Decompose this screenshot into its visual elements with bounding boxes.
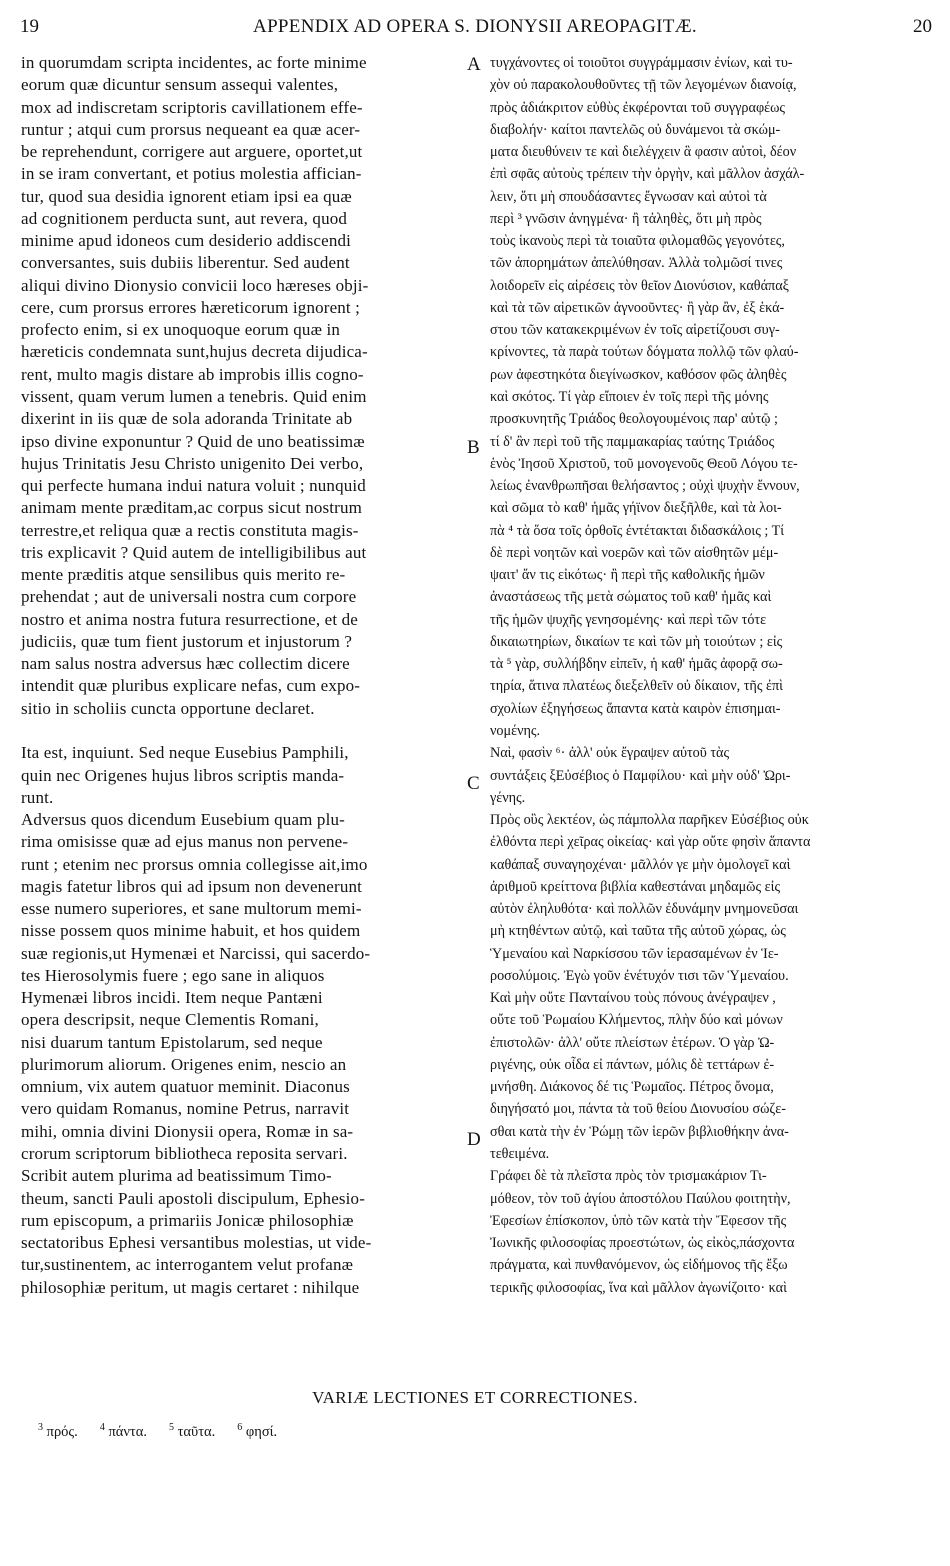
variae-lectiones-title: VARIÆ LECTIONES ET CORRECTIONES. xyxy=(312,1388,638,1407)
greek-text-line: ἀριθμοῦ κρείττονα βιβλία καθεστάναι μηδαμῶς εἰς xyxy=(490,878,781,895)
latin-text-line: in quorumdam scripta incidentes, ac forte minime xyxy=(21,53,367,72)
latin-text-line: profecto enim, si ex unoquoque eorum quæ in xyxy=(21,320,340,340)
latin-text-line: runtur ; atqui cum prorsus nequeant ea quæ acer- xyxy=(21,119,361,139)
greek-text-line: στου τῶν κατακεκριμένων ἐν τοῖς αἱρετίζουσι συγ- xyxy=(490,322,780,339)
greek-text-line: αὐτὸν ἐληλυθότα· καὶ πολλῶν ἐδυνάμην μνημονεῦσαι xyxy=(490,901,799,918)
greek-text-line: ἑνὸς Ἰησοῦ Χριστοῦ, τοῦ μονογενοῦς Θεοῦ Λόγου τε- xyxy=(490,455,798,472)
greek-text-line: Ἰωνικῆς φιλοσοφίας προεστώτων, ὡς εἰκὸς,πάσχοντα xyxy=(490,1235,795,1252)
greek-text-line: ἐπὶ σφᾶς αὐτοὺς τρέπειν τὴν ὀργὴν, καὶ μᾶλλον ἀσχάλ- xyxy=(490,166,805,183)
latin-text-line: cere, cum prorsus errores hæreticorum ignorent ; xyxy=(21,297,361,317)
greek-text-line: μόθεον, τὸν τοῦ ἁγίου ἀποστόλου Παύλου φοιτητὴν, xyxy=(490,1190,791,1207)
latin-text-line: ad cognitionem perducta sunt, aut revera, quod xyxy=(21,208,348,228)
greek-text-line: ματα διευθύνειν τε καὶ διελέγχειν ἃ φασιν αὐτοὶ, δέον xyxy=(490,144,797,161)
variae-lectiones-notes xyxy=(38,1422,299,1441)
latin-text-line: rent, multo magis distare ab improbis illis cogno- xyxy=(21,364,364,384)
latin-text-line: eorum quæ dicuntur sensum assequi valentes, xyxy=(21,75,339,95)
latin-text-line: sitio in scholiis cuncta opportune declaret. xyxy=(21,698,315,718)
greek-text-line: χὸν οὐ παρακολουθοῦντες τῇ τῶν λεγομένων διανοίᾳ, xyxy=(490,77,797,94)
note-text: πρός. xyxy=(43,1423,78,1440)
latin-text-line: terrestre,et reliqua quæ a rectis constituta magis- xyxy=(21,520,359,540)
latin-text-line: nisi duarum tantum Epistolarum, sed neque xyxy=(21,1032,323,1052)
latin-text-line: nostro et anima nostra futura resurrectione, et de xyxy=(21,609,358,629)
greek-text-line: ἐλθόντα περὶ χεῖρας οἰκείας· καὶ γὰρ οὔτε φησὶν ἅπαντα xyxy=(490,834,811,851)
latin-text-line: runt ; etenim nec prorsus omnia collegisse ait,imo xyxy=(21,854,368,874)
latin-text-line: mente præditis atque sensilibus quis merito re- xyxy=(21,565,346,585)
latin-text-line: nisse possem quos minime habuit, et hos quidem xyxy=(21,921,361,941)
greek-text-line: προσκυνητῆς Τριάδος θεολογουμένοις παρ' αὐτῷ ; xyxy=(490,411,778,428)
latin-text-line: tur,sustinentem, ac interrogantem velut profanæ xyxy=(21,1255,354,1275)
greek-text-line: καὶ τὰ τῶν αἱρετικῶν ἀγνοοῦντες· ἢ γὰρ ἂν, ἐξ ἑκά- xyxy=(490,299,785,316)
latin-text-line: vissent, quam verum lumen a tenebris. Quid enim xyxy=(21,386,367,406)
latin-text-line: suæ regionis,ut Hymenæi et Narcissi, qui sacerdo- xyxy=(21,943,371,963)
latin-text-line: theum, sancti Pauli apostoli discipulum, Ephesio- xyxy=(21,1188,366,1208)
latin-text-line: runt. xyxy=(21,787,54,807)
latin-text-line: nam salus nostra adversus hæc collectim dicere xyxy=(21,654,350,674)
greek-text-line: μνήσθη. Διάκονος δέ τις Ῥωμαῖος. Πέτρος ὄνομα, xyxy=(490,1079,774,1096)
latin-text-line: tris explicavit ? Quid autem de intelligibilibus aut xyxy=(21,542,367,562)
greek-column xyxy=(490,52,810,1299)
latin-text-line: opera descripsit, neque Clementis Romani, xyxy=(21,1010,319,1030)
variant-note xyxy=(169,1424,215,1440)
latin-text-line: Scribit autem plurima ad beatissimum Timo- xyxy=(21,1166,332,1186)
latin-text-line: Ita est, inquiunt. Sed neque Eusebius Pamphili, xyxy=(21,743,349,763)
greek-text-line: τυγχάνοντες οἱ τοιοῦτοι συγγράμμασιν ἐνίων, καὶ τυ- xyxy=(490,55,793,71)
running-title: APPENDIX AD OPERA S. DIONYSII AREOPAGITÆ. xyxy=(253,16,697,37)
greek-text-line: διηγήσατό μοι, πάντα τὰ τοῦ θείου Διονυσίου σώζε- xyxy=(490,1101,786,1118)
latin-text-line: intendit quæ pluribus explicare nefas, cum expo- xyxy=(21,676,361,696)
greek-text-line: Καὶ μὴν οὔτε Πανταίνου τοὺς πόνους ἀνέγραψεν , xyxy=(490,990,776,1007)
latin-text-line: tes Hierosolymis fuere ; ego sane in aliquos xyxy=(21,965,325,985)
latin-text-line: mihi, omnia divini Dionysii opera, Romæ in sa- xyxy=(21,1121,354,1141)
latin-text-line: prehendat ; aut de universali nostra cum corpore xyxy=(21,587,357,607)
greek-text-line: λείως ἐνανθρωπῆσαι θελήσαντος ; οὐχὶ ψυχὴν ἔννουν, xyxy=(490,478,800,495)
latin-text-line: ipso divine exponuntur ? Quid de uno beatissimæ xyxy=(21,431,365,451)
greek-text-line: ἐπιστολῶν· ἀλλ' οὔτε πλείστων ἑτέρων. Ὁ γὰρ Ὠ- xyxy=(490,1034,775,1051)
margin-marker-b: B xyxy=(467,437,480,458)
latin-text-line: rima omisisse quæ ad ejus manus non pervene- xyxy=(21,832,349,852)
greek-text-line: ἀναστάσεως τῆς μετὰ σώματος τοῦ καθ' ἡμᾶς καὶ xyxy=(490,589,772,606)
greek-text-line: ρων ἀφεστηκότα διεγίνωσκον, καθόσον φῶς ἀληθὲς xyxy=(490,366,787,383)
greek-text-line: τῆς ἡμῶν ψυχῆς γενησομένης· καὶ περὶ τῶν τότε xyxy=(490,611,767,628)
latin-text-line: Adversus quos dicendum Eusebium quam plu- xyxy=(21,810,345,830)
page-number-left: 19 xyxy=(20,16,39,37)
latin-text-line: mox ad indiscretam scriptoris cavillationem effe- xyxy=(21,97,363,117)
latin-text-line: animam mente præditam,ac corpus sicut nostrum xyxy=(21,498,363,518)
note-number: 6 xyxy=(237,1422,243,1433)
greek-text-line: Πρὸς οὓς λεκτέον, ὡς πάμπολλα παρῆκεν Εὐσέβιος οὐκ xyxy=(490,812,809,829)
variant-note xyxy=(38,1424,78,1440)
note-text: φησί. xyxy=(242,1423,278,1440)
latin-text-line: aliqui divino Dionysio convicii loco hæreses obji- xyxy=(21,275,369,295)
latin-text-line: Hymenæi libros incidi. Item neque Pantæni xyxy=(21,988,323,1008)
latin-text-line: tur, quod sua desidia ignorent etiam ipsi ea quæ xyxy=(21,186,352,206)
greek-text-line: τηρία, ἅτινα πλατέως διεξελθεῖν οὐ δίκαιον, τῆς ἐπὶ xyxy=(490,678,783,695)
greek-text-line: καθάπαξ συναγηοχέναι· μᾶλλόν γε μὴν ὁμολογεῖ καὶ xyxy=(490,856,791,873)
latin-text-line: rum episcopum, a primariis Jonicæ philosophiæ xyxy=(21,1210,354,1230)
greek-text-line: γένης. xyxy=(490,789,526,806)
greek-text-line: καὶ σῶμα τὸ καθ' ἡμᾶς γήϊνον διεξῆλθε, καὶ τὰ λοι- xyxy=(490,500,782,517)
greek-text-line: κρίνοντες, τὰ παρὰ τούτων δόγματα πολλῷ τῶν φλαύ- xyxy=(490,344,799,361)
greek-text-line: δικαιωτηρίων, δικαίων τε καὶ τῶν μὴ τοιούτων ; εἰς xyxy=(490,633,783,650)
variant-note xyxy=(100,1424,147,1440)
greek-text-line: λοιδορεῖν εἰς αἱρέσεις τὸν θεῖον Διονύσιον, καθάπαξ xyxy=(490,277,789,294)
greek-text-line: νομένης. xyxy=(490,722,541,739)
latin-text-line: sectatoribus Ephesi versantibus molestias, ut vide- xyxy=(21,1233,372,1253)
greek-text-line: πρὸς ἀδιάκριτον εὐθὺς ἐκφέρονται τοῦ συγγραφέως xyxy=(490,99,786,116)
latin-text-line: qui perfecte humana indui natura voluit ; nunquid xyxy=(21,476,366,496)
greek-text-line: Γράφει δὲ τὰ πλεῖστα πρὸς τὸν τρισμακάριον Τι- xyxy=(490,1168,767,1185)
page-number-right: 20 xyxy=(913,16,932,37)
greek-text-line: καὶ σκότος. Τί γὰρ εἴποιεν ἐν τοῖς περὶ τῆς μόνης xyxy=(490,388,769,405)
note-number: 4 xyxy=(99,1422,105,1433)
latin-text-line: philosophiæ peritum, ut magis certaret : nihilque xyxy=(21,1277,360,1297)
greek-text-line: περὶ ³ γνῶσιν ἀνηγμένα· ἢ τἀληθὲς, ὅτι μὴ πρὸς xyxy=(490,210,762,227)
greek-text-line: Ἐφεσίων ἐπίσκοπον, ὑπὸ τῶν κατὰ τὴν Ἔφεσον τῆς xyxy=(490,1212,787,1229)
margin-marker-a: A xyxy=(467,54,481,75)
greek-text-line: σθαι κατὰ τὴν ἐν Ῥώμῃ τῶν ἱερῶν βιβλιοθήκην ἀνα- xyxy=(490,1123,789,1140)
greek-text-line: τεθειμένα. xyxy=(490,1146,550,1163)
latin-text-line: crorum scriptorum bibliotheca reposita servari. xyxy=(21,1144,348,1164)
latin-text-line: minime apud idoneos cum desiderio addiscendi xyxy=(21,231,351,251)
greek-text-line: ροσολύμοις. Ἐγὼ γοῦν ἐνέτυχόν τισι τῶν Ὑμεναίου. xyxy=(490,967,789,984)
latin-text-line: in se iram convertant, et potius molestia affician- xyxy=(21,164,362,184)
greek-text-line: λειν, ὅτι μὴ σπουδάσαντες ἔγνωσαν καὶ αὐτοὶ τὰ xyxy=(490,188,767,205)
note-number: 3 xyxy=(38,1422,43,1433)
greek-text-line: πὰ ⁴ τὰ ὅσα τοῖς ὀρθοῖς ἐντέτακται διδασκάλοις ; Τί xyxy=(490,522,785,539)
greek-text-line: τῶν ἀπορημάτων ἀπελύθησαν. Ἀλλὰ τολμῶσί τινες xyxy=(490,255,783,272)
latin-text-line: hæreticis condemnata sunt,hujus decreta dijudica- xyxy=(21,342,368,362)
greek-text-line: πράγματα, καὶ πυνθανόμενον, ὡς εἰδήμονος τῆς ἔξω xyxy=(490,1257,788,1274)
greek-text-line: δὲ περὶ νοητῶν καὶ νοερῶν καὶ τῶν αἰσθητῶν μέμ- xyxy=(490,544,779,561)
variant-note xyxy=(237,1424,277,1440)
greek-text-line: διαβολήν· καίτοι παντελῶς οὐ δυνάμενοι τὰ σκώμ- xyxy=(490,121,781,138)
margin-marker-d: D xyxy=(467,1129,481,1150)
greek-text-line: Ὑμεναίου καὶ Ναρκίσσου τῶν ἱερασαμένων ἐν Ἱε- xyxy=(490,945,779,962)
greek-text-line: τοὺς ἱκανοὺς περὶ τὰ τοιαῦτα φιλομαθῶς γεγονότες, xyxy=(490,233,785,250)
greek-text-line: συντάξεις ξΕὐσέβιος ὁ Παμφίλου· καὶ μὴν οὐδ' Ὠρι- xyxy=(490,767,791,784)
latin-text-line: be reprehendunt, corrigere aut arguere, oportet,ut xyxy=(21,142,363,162)
note-text: ταῦτα. xyxy=(173,1423,216,1440)
margin-marker-c: C xyxy=(467,773,480,794)
greek-text-line: μὴ κτηθέντων αὐτῷ, καὶ ταῦτα τῆς αὐτοῦ χώρας, ὡς xyxy=(490,923,786,940)
latin-text-line: conversantes, suis dubiis liberentur. Sed audent xyxy=(21,253,350,273)
latin-text-line: hujus Trinitatis Jesu Christo unigenito Dei verbo, xyxy=(21,453,364,473)
greek-text-line: σχολίων ἐξηγήσεως ἅπαντα κατὰ καιρὸν ἐπισημαι- xyxy=(490,700,781,717)
latin-text-line: vero quidam Romanus, nomine Petrus, narravit xyxy=(21,1099,350,1119)
latin-column xyxy=(21,52,371,1299)
greek-text-line: τί δ' ἂν περὶ τοῦ τῆς παμμακαρίας ταύτης Τριάδος xyxy=(490,433,775,450)
latin-text-line: dixerint in iis quæ de sola adoranda Trinitate ab xyxy=(21,409,353,429)
greek-text-line: τὰ ⁵ γὰρ, συλλήβδην εἰπεῖν, ἡ καθ' ἡμᾶς ἀφορᾷ σω- xyxy=(490,656,783,673)
note-number: 5 xyxy=(168,1422,174,1433)
greek-text-line: Ναὶ, φασὶν ⁶· ἀλλ' οὐκ ἔγραψεν αὐτοῦ τὰς xyxy=(490,745,730,762)
note-text: πάντα. xyxy=(104,1423,147,1440)
latin-text-line: judiciis, quæ tum fient justorum et injustorum ? xyxy=(21,631,353,651)
greek-text-line: τερικῆς φιλοσοφίας, ἵνα καὶ μᾶλλον ἀγωνίζοιτο· καὶ xyxy=(490,1279,787,1296)
greek-text-line: οὔτε τοῦ Ῥωμαίου Κλήμεντος, πλὴν δύο καὶ μόνων xyxy=(490,1012,783,1029)
latin-text-line: plurimorum aliorum. Origenes enim, nescio an xyxy=(21,1054,347,1074)
latin-text-line: quin nec Origenes hujus libros scriptis manda- xyxy=(21,765,345,785)
latin-text-line: magis fatetur libros qui ad ipsum non devenerunt xyxy=(21,876,362,896)
greek-text-line: ριγένης, οὐκ οἶδα εἰ πάντων, μόλις δὲ τεττάρων ἐ- xyxy=(490,1056,775,1073)
paragraph-gap xyxy=(21,720,371,742)
latin-text-line: omnium, vix autem quatuor meminit. Diaconus xyxy=(21,1077,350,1097)
latin-text-line: esse numero superiores, et sane multorum memi- xyxy=(21,899,362,919)
greek-text-line: ψαιτ' ἄν τις εἰκότως· ἢ περὶ τῆς καθολικῆς ἡμῶν xyxy=(490,567,765,584)
